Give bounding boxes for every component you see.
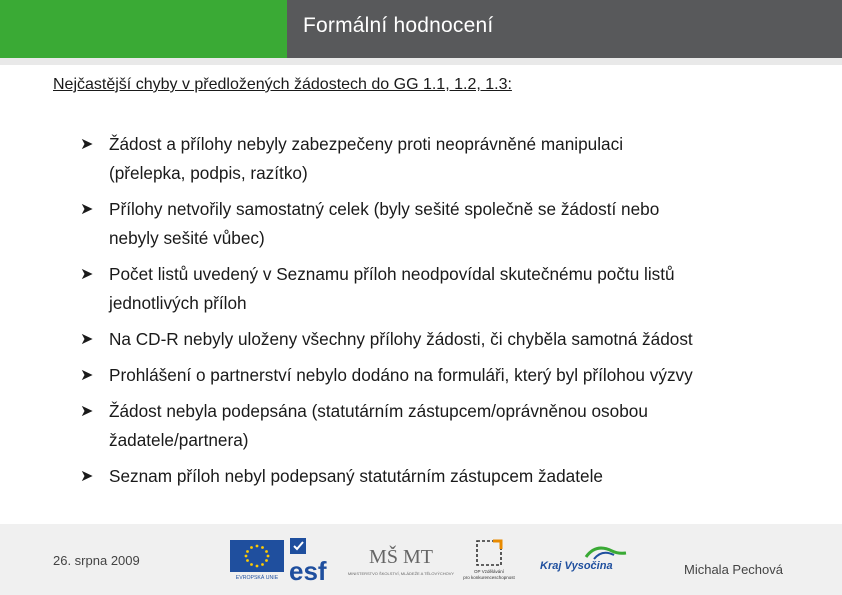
msmt-logo xyxy=(347,537,455,582)
eu-flag-logo xyxy=(230,540,284,580)
arrow-bullet-icon: ➤ xyxy=(80,331,94,348)
footer-author: Michala Pechová xyxy=(684,562,783,577)
page-title: Formální hodnocení xyxy=(303,14,494,37)
esf-logo xyxy=(288,536,334,586)
svg-text:OP Vzdělávání: OP Vzdělávání xyxy=(474,569,504,574)
svg-text:esf: esf xyxy=(289,556,327,586)
svg-text:MŠ MT: MŠ MT xyxy=(369,546,433,568)
list-item: ➤ Prohlášení o partnerství nebylo dodáno na formuláři, který byl přílohou výzvy xyxy=(80,361,820,390)
arrow-bullet-icon: ➤ xyxy=(80,403,94,420)
arrow-bullet-icon: ➤ xyxy=(80,136,94,153)
svg-text:Kraj Vysočina: Kraj Vysočina xyxy=(540,560,613,572)
arrow-bullet-icon: ➤ xyxy=(80,201,94,218)
footer-date: 26. srpna 2009 xyxy=(53,553,140,568)
svg-text:MINISTERSTVO ŠKOLSTVÍ, MLÁDEŽE: MINISTERSTVO ŠKOLSTVÍ, MLÁDEŽE A TĚLOVÝCHOVY xyxy=(347,571,455,576)
list-item: ➤ Žádost a přílohy nebyly zabezpečeny proti neoprávněné manipulaci (přelepka, podpis, razítko) xyxy=(80,130,820,188)
header-green-block xyxy=(0,0,287,58)
section-heading: Nejčastější chyby v předložených žádostech do GG 1.1, 1.2, 1.3: xyxy=(53,76,512,93)
list-item: ➤ Žádost nebyla podepsána (statutárním zástupcem/oprávněnou osobou žadatele/partnera) xyxy=(80,397,820,455)
arrow-bullet-icon: ➤ xyxy=(80,468,94,485)
kraj-vysocina-logo xyxy=(538,543,628,578)
list-item: ➤ Přílohy netvořily samostatný celek (byly sešité společně se žádostí nebo nebyly sešité vůbec) xyxy=(80,195,820,253)
list-item: ➤ Seznam příloh nebyl podepsaný statutárním zástupcem žadatele xyxy=(80,462,820,491)
list-item: ➤ Na CD-R nebyly uloženy všechny přílohy žádosti, či chyběla samotná žádost xyxy=(80,325,820,354)
svg-text:pro konkurenceschopnost: pro konkurenceschopnost xyxy=(463,575,515,580)
arrow-bullet-icon: ➤ xyxy=(80,367,94,384)
op-vk-logo xyxy=(459,537,519,582)
arrow-bullet-icon: ➤ xyxy=(80,266,94,283)
svg-text:EVROPSKÁ UNIE: EVROPSKÁ UNIE xyxy=(235,575,279,581)
list-item: ➤ Počet listů uvedený v Seznamu příloh neodpovídal skutečnému počtu listů jednotlivých příloh xyxy=(80,260,820,318)
error-list xyxy=(80,130,820,498)
header-divider xyxy=(0,58,842,65)
